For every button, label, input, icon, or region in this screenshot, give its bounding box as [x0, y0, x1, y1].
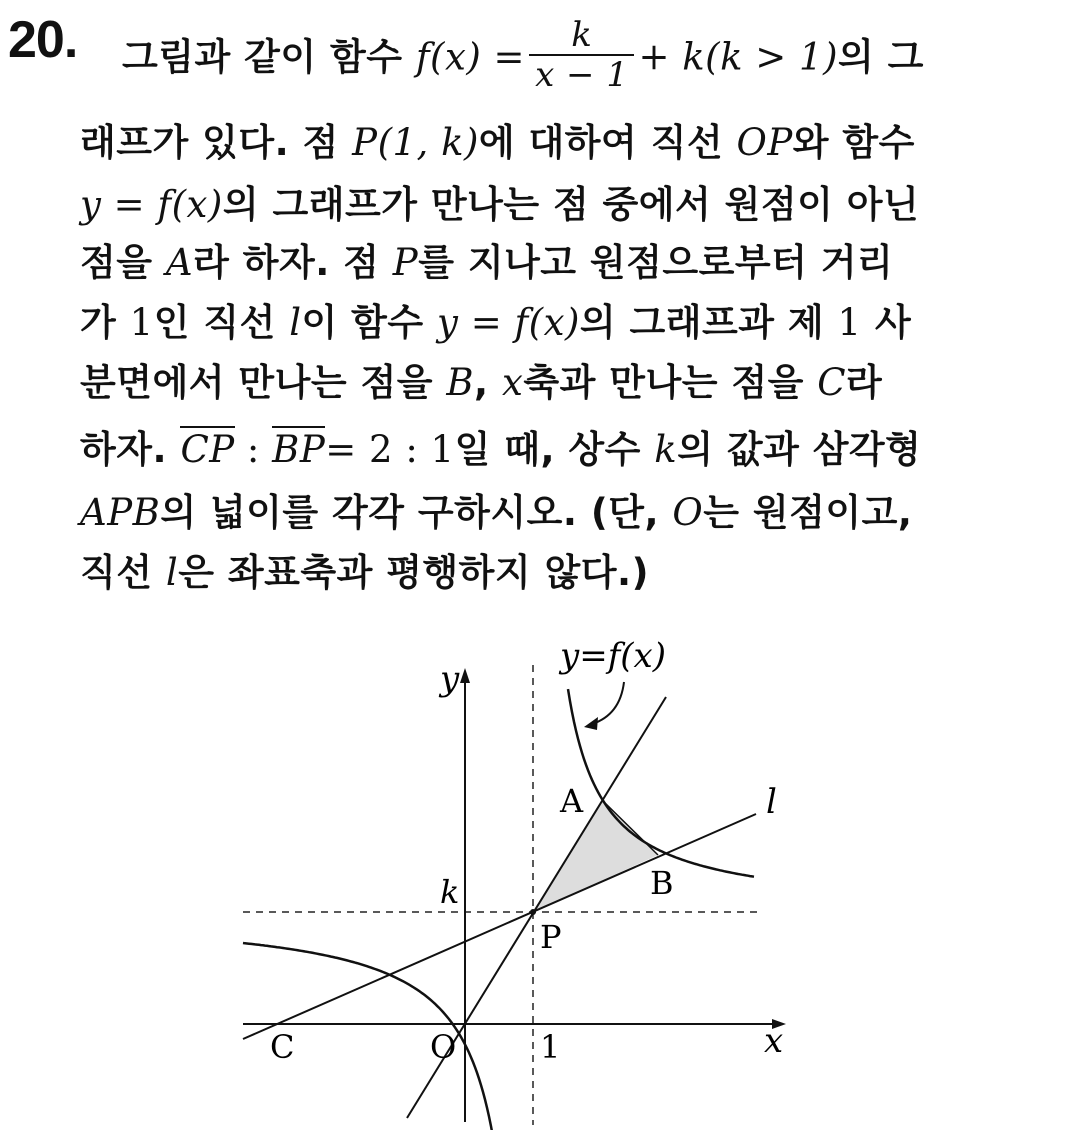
math: APB — [80, 491, 161, 534]
text: 직선 — [80, 551, 153, 594]
segment-cp: CP — [180, 428, 235, 471]
curve-label-arrow — [592, 682, 624, 724]
y-axis-label: y — [440, 659, 460, 699]
text: 의 그 — [838, 35, 924, 79]
text: 는 원점이고, — [703, 491, 913, 534]
hyperbola — [243, 689, 754, 1138]
math: f(x) = — [415, 35, 526, 79]
text: 인 직선 — [153, 301, 276, 344]
text: 은 좌표축과 평행하지 않다.) — [178, 551, 649, 594]
text: , — [474, 361, 489, 404]
math: y = f(x) — [80, 183, 223, 226]
math: k — [654, 428, 678, 471]
point-p-dot — [530, 909, 536, 915]
math: A — [165, 241, 194, 284]
text: 이 함수 — [301, 301, 424, 344]
math: : — [234, 428, 273, 471]
math: B — [446, 361, 475, 404]
math: P(1, k) — [352, 121, 479, 164]
label-a: A — [560, 782, 584, 820]
y-axis-arrow — [460, 668, 470, 683]
text: 가 — [80, 301, 117, 344]
math: = 2 : 1 — [325, 428, 455, 471]
text: 일 때, 상수 — [454, 428, 641, 471]
math: + k(k > 1) — [638, 35, 839, 79]
math: l — [289, 301, 302, 344]
math: C — [817, 361, 847, 404]
math: y = f(x) — [437, 301, 580, 344]
math: O — [672, 491, 704, 534]
text: 점을 — [80, 241, 153, 284]
line-l — [243, 814, 756, 1039]
text: 그림과 같이 함수 — [122, 35, 403, 79]
text: 에 대하여 직선 — [478, 121, 724, 164]
label-o: O — [430, 1028, 457, 1066]
text: 의 값과 삼각형 — [677, 428, 922, 471]
math: x — [502, 361, 524, 404]
text: 래프가 있다. 점 — [80, 121, 339, 164]
math: P — [392, 241, 419, 284]
label-1: 1 — [540, 1028, 561, 1066]
x-axis-label: x — [764, 1021, 784, 1061]
problem-number: 20. — [8, 11, 78, 69]
text: 의 넓이를 각각 구하시오. (단, — [160, 491, 660, 534]
text: 라 — [846, 361, 883, 404]
text: 축과 만나는 점을 — [523, 361, 804, 404]
text: 사 — [874, 301, 912, 344]
text: 하자. — [80, 428, 168, 471]
label-b: B — [650, 864, 674, 902]
text: 의 그래프과 제 — [579, 301, 825, 344]
curve-label-arrowhead — [584, 717, 598, 730]
text: 라 하자. 점 — [193, 241, 380, 284]
label-c: C — [270, 1028, 295, 1066]
label-p: P — [540, 918, 562, 956]
label-k: k — [440, 873, 460, 911]
triangle-apb-shade — [533, 800, 658, 912]
math: 1 — [129, 301, 154, 344]
math: 1 — [837, 301, 862, 344]
text: 분면에서 만나는 점을 — [80, 361, 433, 404]
label-l: l — [766, 782, 777, 822]
text: 와 함수 — [792, 121, 915, 164]
segment-bp: BP — [272, 428, 326, 471]
math: l — [165, 551, 179, 594]
math: OP — [736, 121, 793, 164]
text: 를 지나고 원점으로부터 거리 — [418, 241, 894, 284]
fraction-denominator: x − 1 — [529, 54, 634, 94]
text: 의 그래프가 만나는 점 중에서 원점이 아닌 — [222, 183, 920, 226]
curve-label: y=f(x) — [560, 636, 666, 676]
fraction-numerator: k — [571, 15, 593, 55]
